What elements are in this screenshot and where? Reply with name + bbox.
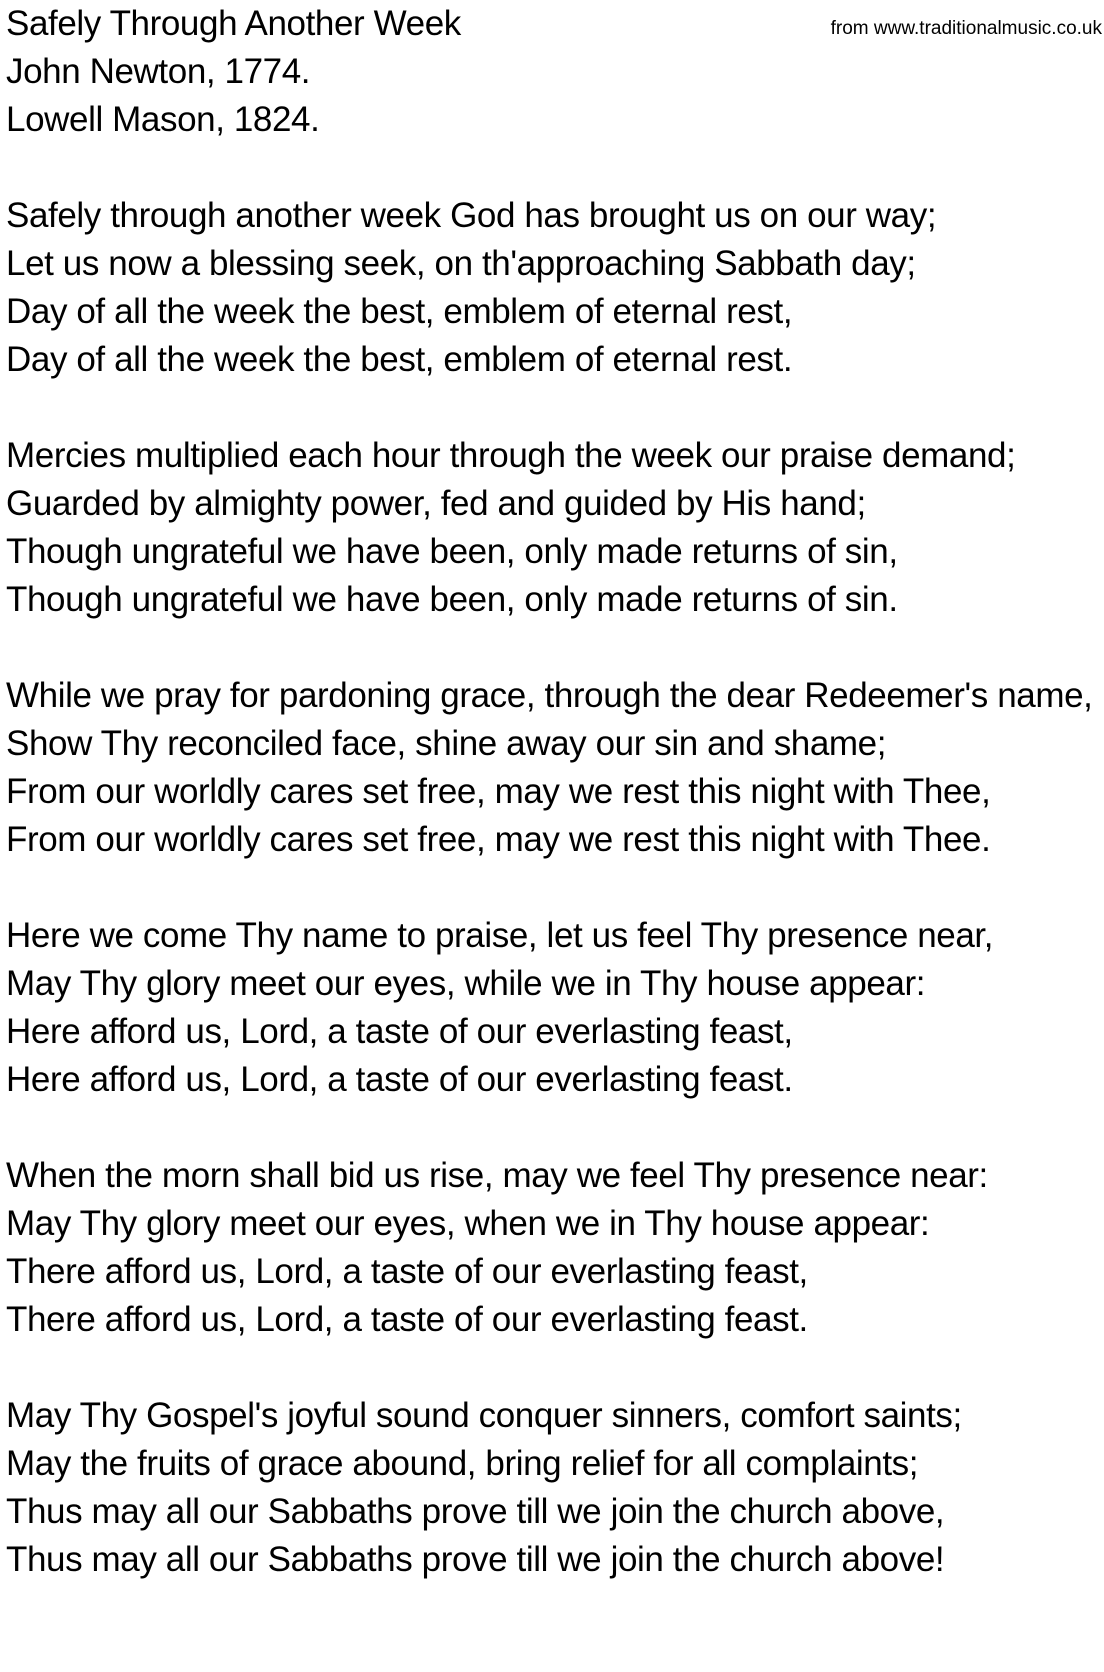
verse-4	[6, 912, 1096, 1104]
verse-line: May Thy glory meet our eyes, when we in Thy house appear:	[6, 1204, 930, 1243]
verse-line: From our worldly cares set free, may we rest this night with Thee,	[6, 772, 991, 811]
verse-2	[6, 432, 1096, 624]
hymn-title: Safely Through Another Week	[6, 4, 461, 43]
verse-line: Let us now a blessing seek, on th'approaching Sabbath day;	[6, 244, 916, 283]
verse-line: Thus may all our Sabbaths prove till we join the church above!	[6, 1540, 945, 1579]
verse-line: May Thy glory meet our eyes, while we in Thy house appear:	[6, 964, 926, 1003]
verse-line: Though ungrateful we have been, only made returns of sin.	[6, 580, 898, 619]
hymn-content	[6, 0, 1096, 1584]
verse-line: May the fruits of grace abound, bring relief for all complaints;	[6, 1444, 919, 1483]
verse-line: Guarded by almighty power, fed and guided by His hand;	[6, 484, 866, 523]
hymn-composer: Lowell Mason, 1824.	[6, 100, 320, 139]
verse-line: From our worldly cares set free, may we rest this night with Thee.	[6, 820, 991, 859]
verse-line: Day of all the week the best, emblem of eternal rest.	[6, 340, 793, 379]
verse-1	[6, 192, 1096, 384]
verse-line: Thus may all our Sabbaths prove till we join the church above,	[6, 1492, 945, 1531]
verse-line: There afford us, Lord, a taste of our everlasting feast.	[6, 1300, 808, 1339]
verse-line: Day of all the week the best, emblem of eternal rest,	[6, 292, 793, 331]
verse-line: Here we come Thy name to praise, let us feel Thy presence near,	[6, 916, 994, 955]
verse-3	[6, 672, 1096, 864]
verse-line: There afford us, Lord, a taste of our everlasting feast,	[6, 1252, 808, 1291]
verse-line: While we pray for pardoning grace, through the dear Redeemer's name,	[6, 676, 1093, 715]
verse-line: Though ungrateful we have been, only made returns of sin,	[6, 532, 898, 571]
verse-line: Show Thy reconciled face, shine away our sin and shame;	[6, 724, 887, 763]
verse-6	[6, 1392, 1096, 1584]
hymn-author: John Newton, 1774.	[6, 52, 311, 91]
verse-line: When the morn shall bid us rise, may we feel Thy presence near:	[6, 1156, 988, 1195]
verse-line: Mercies multiplied each hour through the week our praise demand;	[6, 436, 1016, 475]
verse-line: May Thy Gospel's joyful sound conquer sinners, comfort saints;	[6, 1396, 962, 1435]
source-credit: from www.traditionalmusic.co.uk	[830, 18, 1102, 39]
verse-line: Safely through another week God has brought us on our way;	[6, 196, 937, 235]
verse-line: Here afford us, Lord, a taste of our everlasting feast.	[6, 1060, 793, 1099]
verse-5	[6, 1152, 1096, 1344]
verse-line: Here afford us, Lord, a taste of our everlasting feast,	[6, 1012, 793, 1051]
